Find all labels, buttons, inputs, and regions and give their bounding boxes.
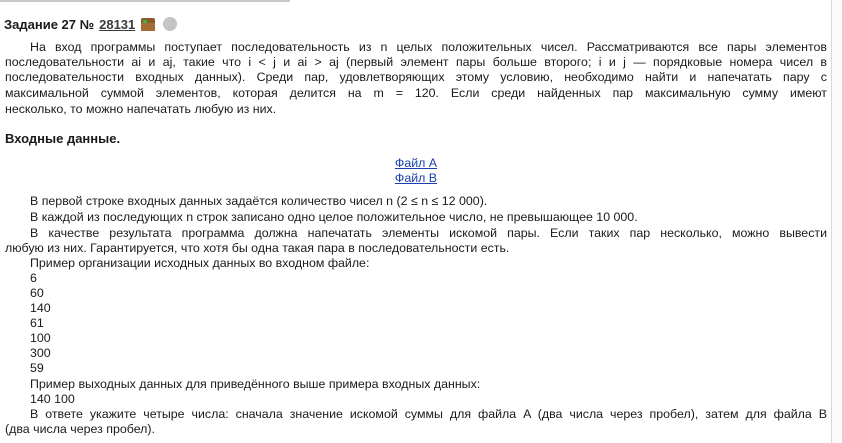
right-panel-edge — [831, 0, 842, 443]
details-line-1: В первой строке входных данных задаётся количество чисел n (2 ≤ n ≤ 12 000). — [30, 194, 488, 208]
details-line-2: В каждой из последующих n строк записано одно целое положительное число, не превышающее 10 000. — [30, 210, 638, 224]
treasure-chest-icon[interactable] — [141, 18, 155, 31]
file-links — [0, 156, 832, 186]
input-heading: Входные данные. — [5, 131, 121, 146]
example-input-line: 300 — [30, 346, 51, 360]
example-input-line: 60 — [30, 286, 44, 300]
details-line-5: Пример организации исходных данных во входном файле: — [30, 256, 370, 270]
details-line-7: В ответе укажите четыре числа: сначала значение искомой суммы для файла A (два числа через пробел), затем для файла B — [30, 407, 827, 421]
statement-line-2: последовательности ai и aj, такие что i < j и ai > aj (первый элемент пары больше второго; i и j — порядковые номера чисел в — [5, 55, 827, 69]
file-a-link[interactable]: Файл A — [394, 156, 438, 170]
task-number-link[interactable]: 28131 — [99, 16, 136, 32]
task-title: Задание 27 № — [4, 16, 95, 32]
statement-line-1: На вход программы поступает последовательность из n целых положительных чисел. Рассматриваются все пары элементов — [30, 40, 827, 54]
statement-line-5: несколько, то можно напечатать любую из них. — [5, 102, 277, 116]
file-b-link[interactable]: Файл B — [394, 171, 438, 185]
example-input-line: 61 — [30, 316, 44, 330]
task-header — [4, 15, 177, 33]
details-line-6: Пример выходных данных для приведённого выше примера входных данных: — [30, 377, 481, 391]
details-line-4: любую из них. Гарантируется, что хотя бы одна такая пара в последовательности есть. — [5, 241, 510, 255]
example-input-line: 59 — [30, 361, 44, 375]
top-divider — [0, 0, 290, 5]
details-line-3: В качестве результата программа должна напечатать элементы искомой пары. Если таких пар несколько, можно вывести — [30, 226, 827, 240]
example-input-line: 6 — [30, 271, 37, 285]
example-input-line: 140 — [30, 301, 51, 315]
example-output: 140 100 — [30, 392, 75, 406]
example-input-line: 100 — [30, 331, 51, 345]
status-circle-icon[interactable] — [163, 17, 177, 31]
statement-line-3: последовательности входных данных). Среди пар, удовлетворяющих этому условию, необходимо найти и напечатать пару с — [5, 70, 827, 84]
statement-line-4: максимальной суммой элементов, которая делится на m = 120. Если среди найденных пар максимальную сумму имеют — [5, 86, 827, 100]
details-line-8: (два числа через пробел). — [5, 422, 155, 436]
